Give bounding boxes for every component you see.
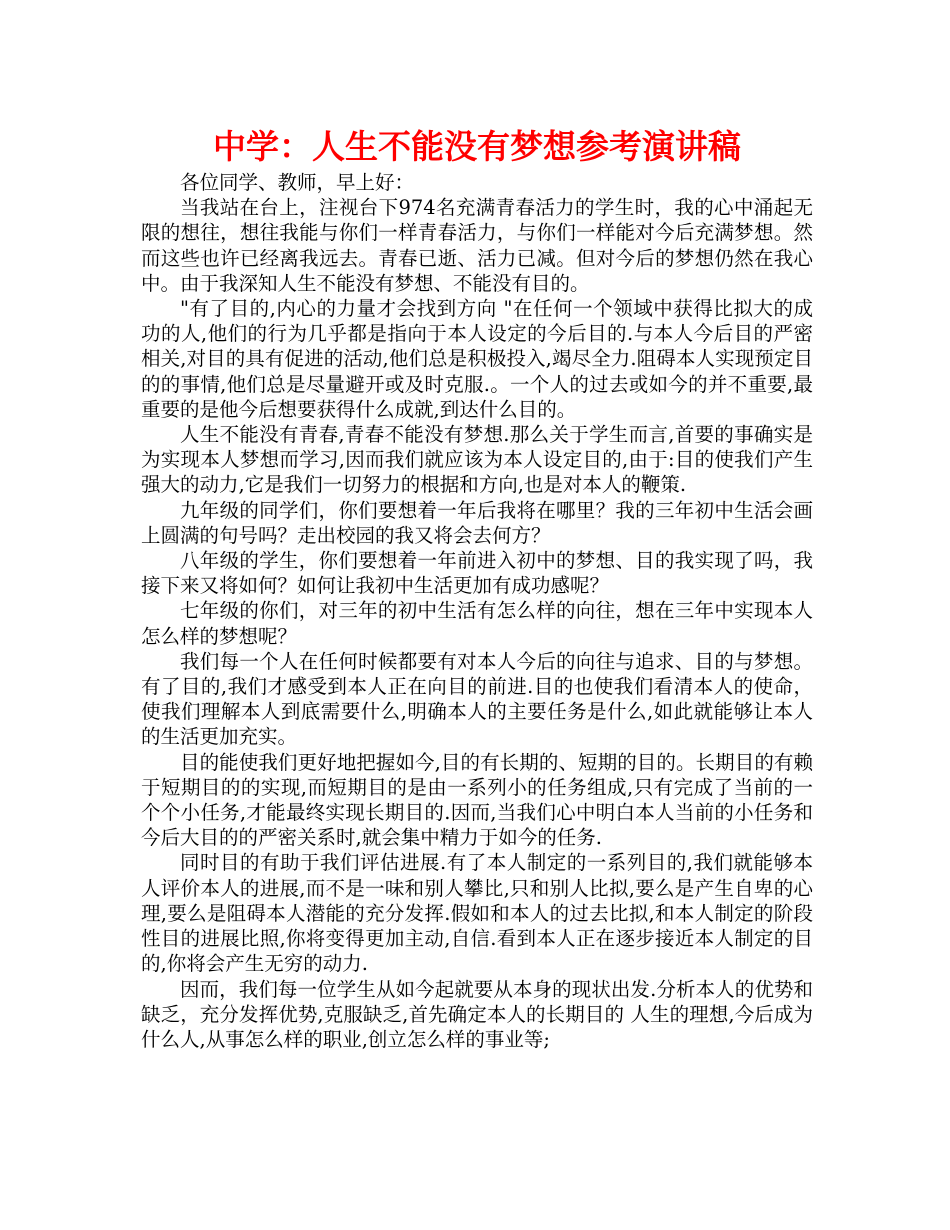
document-page <box>141 124 813 1052</box>
paragraph: 七年级的你们，对三年的初中生活有怎么样的向往，想在三年中实现本人怎么样的梦想呢？ <box>141 599 813 648</box>
document-body <box>141 170 813 1052</box>
paragraph: "有了目的,内心的力量才会找到方向 "在任何一个领域中获得比拟大的成功的人,他们的行为几乎都是指向于本人设定的今后目的.与本人今后目的严密相关,对目的具有促进的活动,他们总是积极投入,竭尽全力.阻碍本人实现预定目的的事情,他们总是尽量避开或及时克服.。一个人的过去或如今的并不重要,最重要的是他今后想要获得什么成就,到达什么目的。 <box>141 297 813 421</box>
paragraph: 我们每一个人在任何时候都要有对本人今后的向往与追求、目的与梦想。有了目的,我们才感受到本人正在向目的前进.目的也使我们看清本人的使命，使我们理解本人到底需要什么,明确本人的主要任务是什么,如此就能够让本人的生活更加充实。 <box>141 649 813 749</box>
paragraph: 同时目的有助于我们评估进展.有了本人制定的一系列目的,我们就能够本人评价本人的进展,而不是一味和别人攀比,只和别人比拟,要么是产生自卑的心理,要么是阻碍本人潜能的充分发挥.假如和本人的过去比拟,和本人制定的阶段性目的进展比照,你将变得更加主动,自信.看到本人正在逐步接近本人制定的目的,你将会产生无穷的动力. <box>141 851 813 976</box>
paragraph-greeting: 各位同学、教师，早上好： <box>180 171 415 194</box>
paragraph: 人生不能没有青春,青春不能没有梦想.那么关于学生而言,首要的事确实是为实现本人梦想而学习,因而我们就应该为本人设定目的,由于:目的使我们产生强大的动力,它是我们一切努力的根据和方向,也是对本人的鞭策. <box>141 423 813 497</box>
document-title: 中学：人生不能没有梦想参考演讲稿 <box>213 127 741 166</box>
paragraph: 九年级的同学们，你们要想着一年后我将在哪里？我的三年初中生活会画上圆满的句号吗？走出校园的我又将会去何方？ <box>141 498 813 547</box>
paragraph: 因而，我们每一位学生从如今起就要从本身的现状出发.分析本人的优势和缺乏，充分发挥优势,克服缺乏,首先确定本人的长期目的 人生的理想,今后成为什么人,从事怎么样的职业,创立怎么样的事业等; <box>141 977 813 1051</box>
paragraph: 八年级的学生，你们要想着一年前进入初中的梦想、目的我实现了吗，我接下来又将如何？如何让我初中生活更加有成功感呢？ <box>141 549 813 598</box>
paragraph: 当我站在台上，注视台下974名充满青春活力的学生时，我的心中涌起无限的想往，想往我能与你们一样青春活力，与你们一样能对今后充满梦想。然而这些也许已经离我远去。青春已逝、活力已减。但对今后的梦想仍然在我心中。由于我深知人生不能没有梦想、不能没有目的。 <box>141 196 813 295</box>
paragraph: 目的能使我们更好地把握如今,目的有长期的、短期的目的。长期目的有赖于短期目的的实现,而短期目的是由一系列小的任务组成,只有完成了当前的一个个小任务,才能最终实现长期目的.因而,当我们心中明白本人当前的小任务和今后大目的的严密关系时,就会集中精力于如今的任务. <box>141 750 813 850</box>
